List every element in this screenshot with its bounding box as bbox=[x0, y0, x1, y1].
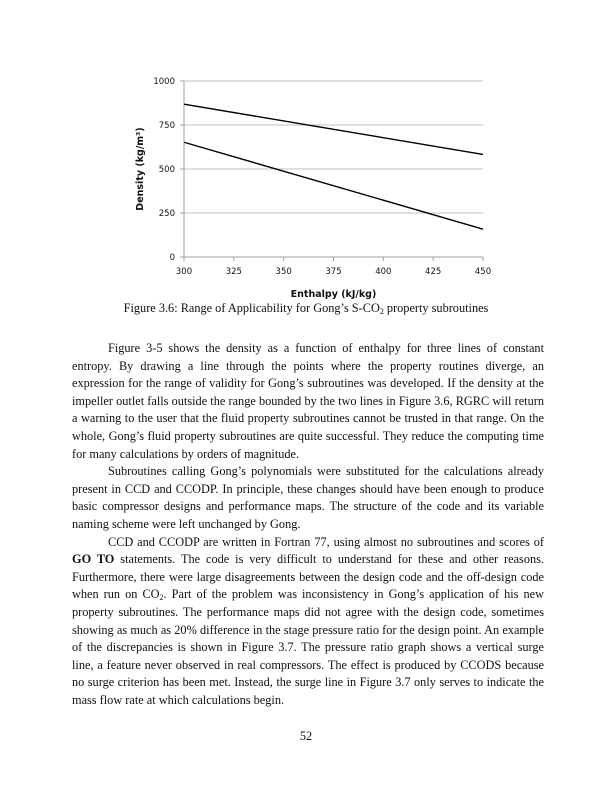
y-tick-label: 1000 bbox=[153, 77, 175, 87]
x-axis-label: Enthalpy (kJ/kg) bbox=[290, 289, 377, 300]
co2-subscript: 2 bbox=[159, 593, 164, 603]
paragraph-3-text-a: CCD and CCODP are written in Fortran 77, using almost no subroutines and scores of bbox=[108, 534, 544, 549]
paragraph-3-text-c: . Part of the problem was inconsistency in Gong’s application of his new property subroutines. The performance maps did not agree with the design code, sometimes showing as much as 20% difference in the stage pressure ratio for the design point. An example of the discrepancies is shown in Figure 3.7. The pressure ratio graph shows a vertical surge line, a feature never observed in real compressors. The effect is produced by CCODS because no surge criterion has been met. Instead, the surge line in Figure 3.7 only serves to indicate the mass flow rate at which calculations begin. bbox=[72, 587, 544, 707]
y-tick-label: 250 bbox=[158, 209, 175, 219]
x-tick-label: 325 bbox=[225, 267, 242, 277]
x-tick-label: 450 bbox=[474, 267, 492, 277]
x-tick-label: 300 bbox=[175, 267, 193, 277]
x-tick-label: 400 bbox=[375, 267, 392, 277]
goto-keyword: GO TO bbox=[72, 552, 115, 567]
x-tick-label: 375 bbox=[325, 267, 342, 277]
y-tick-label: 750 bbox=[158, 121, 175, 131]
density-enthalpy-chart bbox=[0, 0, 612, 310]
x-tick-label: 350 bbox=[275, 267, 292, 277]
body-text bbox=[72, 340, 544, 709]
caption-text-end: property subroutines bbox=[383, 301, 489, 315]
paragraph-1 bbox=[72, 340, 544, 463]
paragraph-3 bbox=[72, 534, 544, 710]
y-axis-label: Density (kg/m³) bbox=[135, 127, 146, 211]
y-tick-label: 0 bbox=[169, 253, 175, 263]
paragraph-2-text: Subroutines calling Gong’s polynomials were substituted for the calculations already present in CCD and CCODP. In principle, these changes should have been enough to produce basic compressor designs and performance maps. The structure of the code and its variable naming scheme were left unchanged by Gong. bbox=[72, 464, 544, 531]
paragraph-1-text: Figure 3-5 shows the density as a function of enthalpy for three lines of constant entropy. By drawing a line through the points where the property routines diverge, an expression for the range of validity for Gong’s subroutines was developed. If the density at the impeller outlet falls outside the range bounded by the two lines in Figure 3.6, RGRC will return a warning to the user that the fluid property subroutines cannot be trusted in that range. On the whole, Gong’s fluid property subroutines are quite successful. They reduce the computing time for many calculations by orders of magnitude. bbox=[72, 341, 544, 461]
caption-subscript: 2 bbox=[379, 307, 384, 316]
page-number: 52 bbox=[299, 729, 313, 743]
caption-text: Figure 3.6: Range of Applicability for Gong’s S-CO bbox=[123, 301, 380, 315]
series-line-2 bbox=[184, 142, 483, 229]
y-tick-label: 500 bbox=[158, 165, 175, 175]
paragraph-2 bbox=[72, 463, 544, 533]
x-tick-label: 425 bbox=[425, 267, 442, 277]
series-line-1 bbox=[184, 104, 483, 154]
figure-caption bbox=[0, 301, 612, 316]
paragraph-3-text-b: statements. The code is very difficult to understand for these and other reasons. Furthermore, there were large disagreements between the design code and the off-design code when run on CO bbox=[72, 552, 544, 602]
